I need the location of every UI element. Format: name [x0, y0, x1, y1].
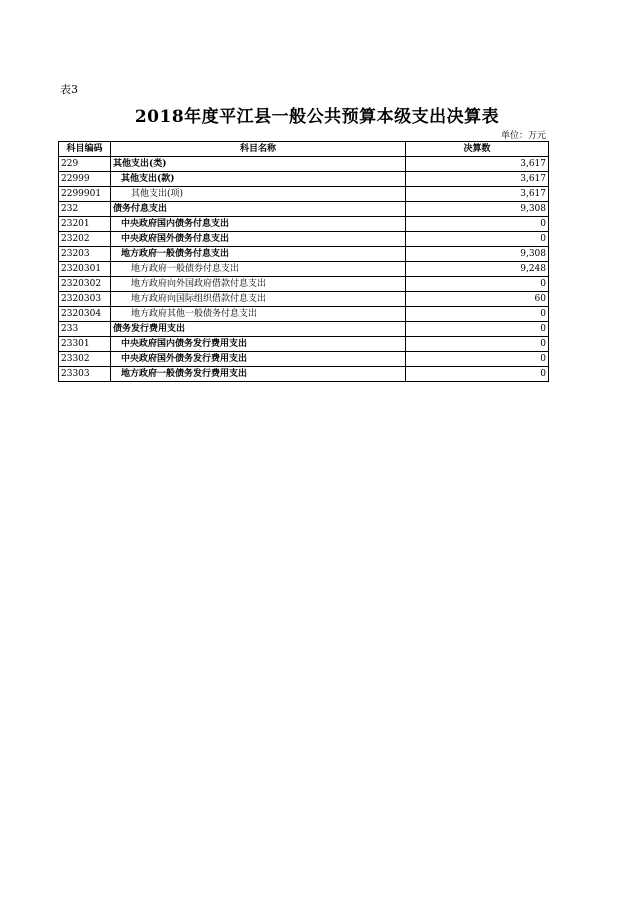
row-amount: 9,248 [406, 262, 549, 277]
table-row [59, 292, 549, 307]
row-name: 地方政府其他一般债务付息支出 [111, 307, 406, 322]
table-row [59, 202, 549, 217]
header-amount: 决算数 [406, 142, 549, 157]
table-header-row [59, 142, 549, 157]
row-name: 债务付息支出 [111, 202, 406, 217]
row-name: 地方政府一般债券付息支出 [111, 262, 406, 277]
table-body [59, 157, 549, 382]
row-name: 中央政府国外债务发行费用支出 [111, 352, 406, 367]
row-name: 债务发行费用支出 [111, 322, 406, 337]
row-name: 地方政府向外国政府借款付息支出 [111, 277, 406, 292]
row-amount: 0 [406, 367, 549, 382]
budget-table [58, 141, 549, 382]
unit-label: 单位：万元 [500, 131, 546, 141]
row-amount: 3,617 [406, 157, 549, 172]
table-number: 表3 [60, 83, 78, 96]
table-row [59, 262, 549, 277]
header-name: 科目名称 [111, 142, 406, 157]
page-title: 2018年度平江县一般公共预算本级支出决算表 [134, 107, 500, 127]
table-row [59, 157, 549, 172]
table-row [59, 322, 549, 337]
row-name: 其他支出(款) [111, 172, 406, 187]
row-name: 中央政府国内债务付息支出 [111, 217, 406, 232]
row-code: 23202 [59, 232, 111, 247]
header-code: 科目编码 [59, 142, 111, 157]
row-amount: 9,308 [406, 202, 549, 217]
row-code: 233 [59, 322, 111, 337]
row-amount: 0 [406, 322, 549, 337]
row-name: 地方政府一般债务付息支出 [111, 247, 406, 262]
table-row [59, 307, 549, 322]
table-row [59, 217, 549, 232]
table-row [59, 247, 549, 262]
row-name: 中央政府国内债务发行费用支出 [111, 337, 406, 352]
row-code: 2320304 [59, 307, 111, 322]
row-amount: 0 [406, 217, 549, 232]
row-amount: 0 [406, 277, 549, 292]
row-code: 2320301 [59, 262, 111, 277]
row-code: 23302 [59, 352, 111, 367]
table-row [59, 232, 549, 247]
row-name: 地方政府一般债务发行费用支出 [111, 367, 406, 382]
row-code: 23303 [59, 367, 111, 382]
row-code: 232 [59, 202, 111, 217]
row-amount: 0 [406, 232, 549, 247]
row-code: 2320303 [59, 292, 111, 307]
table-row [59, 352, 549, 367]
row-name: 地方政府向国际组织借款付息支出 [111, 292, 406, 307]
row-code: 2320302 [59, 277, 111, 292]
row-code: 2299901 [59, 187, 111, 202]
row-amount: 0 [406, 307, 549, 322]
table-row [59, 367, 549, 382]
row-code: 229 [59, 157, 111, 172]
row-name: 其他支出(类) [111, 157, 406, 172]
table-row [59, 187, 549, 202]
row-name: 中央政府国外债务付息支出 [111, 232, 406, 247]
row-amount: 0 [406, 352, 549, 367]
row-code: 23301 [59, 337, 111, 352]
row-amount: 9,308 [406, 247, 549, 262]
row-code: 22999 [59, 172, 111, 187]
row-code: 23203 [59, 247, 111, 262]
row-amount: 0 [406, 337, 549, 352]
row-code: 23201 [59, 217, 111, 232]
table-row [59, 337, 549, 352]
row-amount: 60 [406, 292, 549, 307]
row-amount: 3,617 [406, 172, 549, 187]
row-amount: 3,617 [406, 187, 549, 202]
table-row [59, 172, 549, 187]
row-name: 其他支出(项) [111, 187, 406, 202]
table-row [59, 277, 549, 292]
